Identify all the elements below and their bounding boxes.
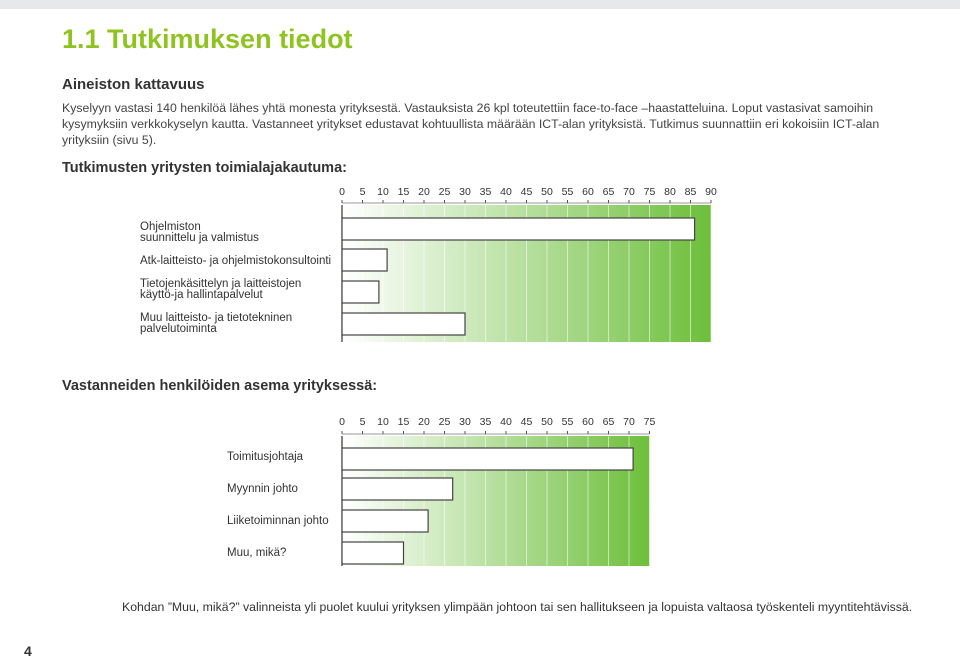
industry-bar bbox=[342, 249, 387, 271]
position-tick-label: 60 bbox=[582, 416, 594, 428]
industry-tick-label: 5 bbox=[359, 186, 366, 198]
industry-tick-label: 30 bbox=[459, 186, 471, 198]
industry-tick-label: 35 bbox=[479, 186, 492, 198]
position-bar bbox=[342, 510, 428, 532]
position-tick-label: 10 bbox=[377, 416, 389, 428]
industry-category-label: Atk-laitteisto- ja ohjelmistokonsultointi bbox=[140, 255, 332, 267]
position-tick-label: 25 bbox=[438, 416, 451, 428]
industry-category-label: palvelutoiminta bbox=[140, 323, 217, 335]
position-category-label: Myynnin johto bbox=[227, 483, 298, 495]
industry-tick-label: 10 bbox=[377, 186, 389, 198]
industry-category-label: Muu laitteisto- ja tietotekninen bbox=[140, 312, 293, 324]
industry-category-label: Ohjelmiston bbox=[140, 221, 201, 233]
position-tick-label: 75 bbox=[643, 416, 656, 428]
position-tick-label: 40 bbox=[500, 416, 512, 428]
industry-tick-label: 85 bbox=[684, 186, 697, 198]
position-category-label: Toimitusjohtaja bbox=[227, 451, 304, 463]
position-tick-label: 50 bbox=[541, 416, 553, 428]
position-bar bbox=[342, 542, 404, 564]
position-category-label: Muu, mikä? bbox=[227, 547, 287, 559]
industry-tick-label: 25 bbox=[438, 186, 451, 198]
industry-category-label: käyttö-ja hallintapalvelut bbox=[140, 289, 263, 301]
page-number: 4 bbox=[24, 643, 32, 659]
position-tick-label: 65 bbox=[602, 416, 615, 428]
industry-tick-label: 65 bbox=[602, 186, 615, 198]
position-chart-heading: Vastanneiden henkilöiden asema yrityksessä: bbox=[62, 378, 378, 394]
coverage-heading: Aineiston kattavuus bbox=[62, 76, 205, 93]
industry-tick-label: 75 bbox=[643, 186, 656, 198]
industry-tick-label: 15 bbox=[397, 186, 410, 198]
footnote: Kohdan ”Muu, mikä?” valinneista yli puolet kuului yrityksen ylimpään johtoon tai sen hallitukseen ja lopuista valtaosa työskenteli myyntitehtävissä. bbox=[122, 600, 913, 614]
position-tick-label: 5 bbox=[359, 416, 366, 428]
position-tick-label: 35 bbox=[479, 416, 492, 428]
industry-tick-label: 90 bbox=[705, 186, 717, 198]
industry-bar bbox=[342, 218, 695, 240]
position-bar bbox=[342, 448, 633, 470]
industry-tick-label: 60 bbox=[582, 186, 594, 198]
page-title: 1.1 Tutkimuksen tiedot bbox=[62, 24, 353, 54]
industry-category-label: suunnittelu ja valmistus bbox=[140, 232, 259, 244]
position-tick-label: 30 bbox=[459, 416, 471, 428]
industry-chart-heading: Tutkimusten yritysten toimialajakautuma: bbox=[62, 160, 347, 176]
position-bar bbox=[342, 478, 453, 500]
industry-tick-label: 50 bbox=[541, 186, 553, 198]
industry-tick-label: 70 bbox=[623, 186, 635, 198]
industry-category-label: Tietojenkäsittelyn ja laitteistojen bbox=[140, 278, 302, 290]
position-tick-label: 20 bbox=[418, 416, 430, 428]
industry-bar bbox=[342, 281, 379, 303]
position-tick-label: 15 bbox=[397, 416, 410, 428]
industry-tick-label: 55 bbox=[561, 186, 574, 198]
industry-tick-label: 0 bbox=[339, 186, 345, 198]
position-category-label: Liiketoiminnan johto bbox=[227, 515, 329, 527]
position-tick-label: 70 bbox=[623, 416, 635, 428]
industry-tick-label: 45 bbox=[520, 186, 533, 198]
position-tick-label: 55 bbox=[561, 416, 574, 428]
coverage-text: Kyselyyn vastasi 140 henkilöä lähes yhtä monesta yrityksestä. Vastauksista 26 kpl toteutettiin face-to-face –haastatteluina. Loput vastasivat samoihin kysymyksiin verkkokyselyn kautta. Vastanneet yritykset edustavat kohtuullista määrään ICT-alan yrityksistä. Tutkimus suunnattiin eri kokoisiin ICT-alan yrityksiin (sivu 5). bbox=[62, 101, 880, 147]
position-tick-label: 45 bbox=[520, 416, 533, 428]
industry-tick-label: 20 bbox=[418, 186, 430, 198]
industry-tick-label: 80 bbox=[664, 186, 676, 198]
industry-tick-label: 40 bbox=[500, 186, 512, 198]
position-tick-label: 0 bbox=[339, 416, 345, 428]
industry-bar bbox=[342, 313, 465, 335]
